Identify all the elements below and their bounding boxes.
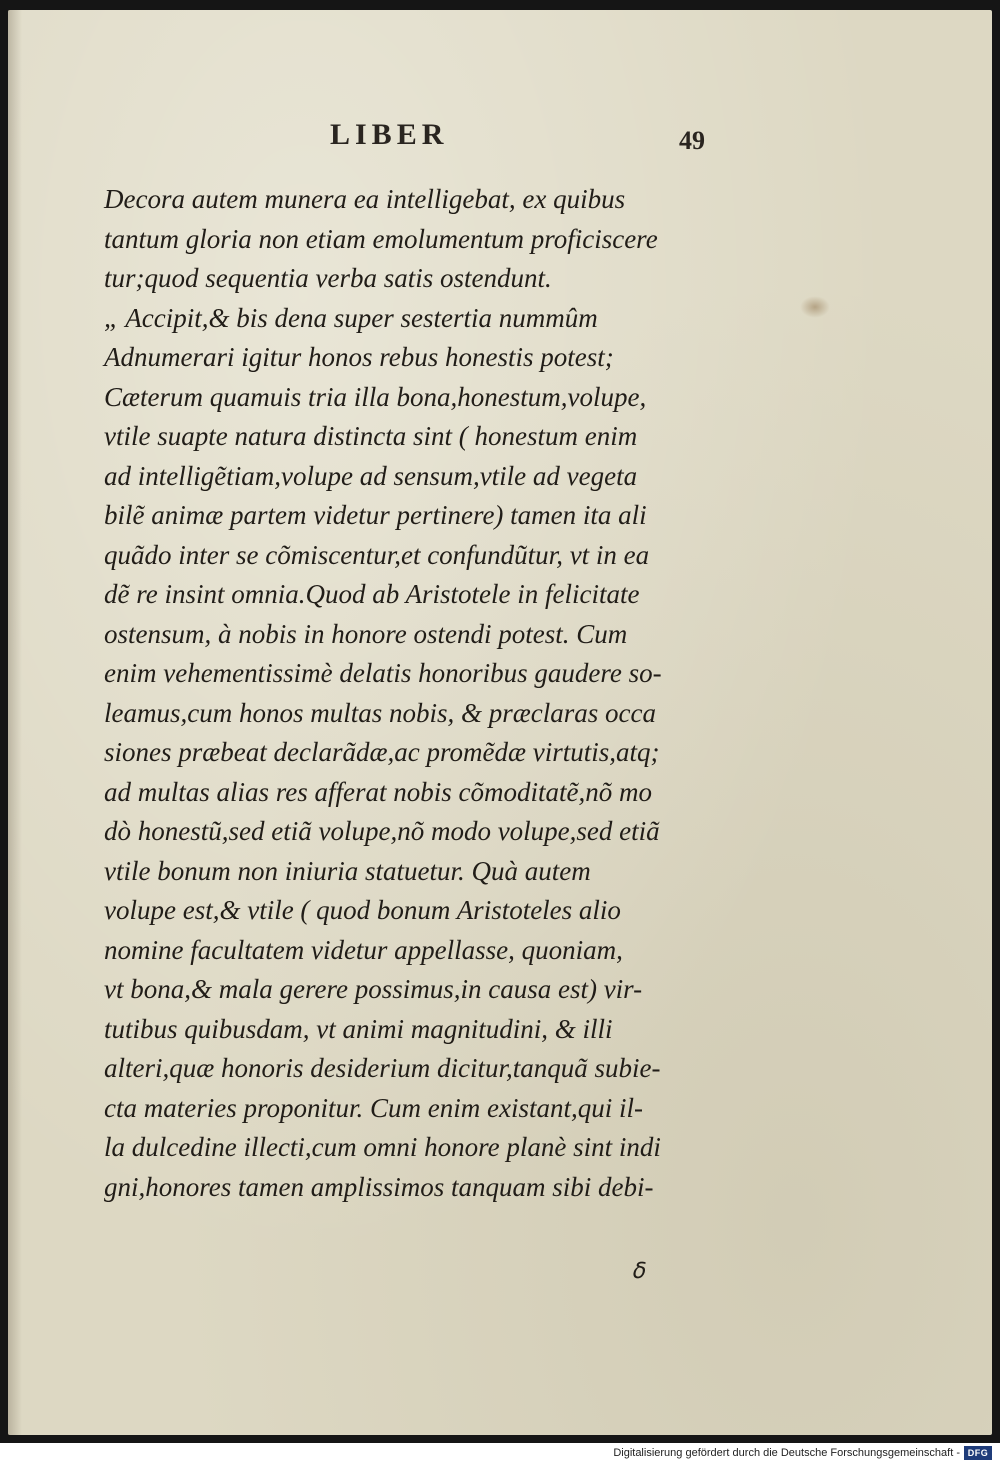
text-line: tur;quod sequentia verba satis ostendunt. [104, 263, 552, 293]
text-line: alteri,quæ honoris desiderium dicitur,tanquã subie- [104, 1053, 661, 1083]
text-line: cta materies proponitur. Cum enim existant,qui il- [104, 1092, 643, 1123]
text-line: gni,honores tamen amplissimos tanquam sibi debi- [104, 1171, 654, 1202]
text-line: volupe est,& vtile ( quod bonum Aristoteles alio [104, 895, 621, 925]
text-line: quãdo inter se cõmiscentur,et confundũtur, vt in ea [104, 539, 650, 570]
text-line: vtile bonum non iniuria statuetur. Quà autem [104, 855, 591, 886]
text-line: leamus,cum honos multas nobis, & præclaras occa [104, 697, 656, 728]
text-line: vtile suapte natura distincta sint ( honestum enim [104, 421, 638, 451]
text-line: vt bona,& mala gerere possimus,in causa est) vir- [104, 974, 643, 1004]
footer-credit: Digitalisierung gefördert durch die Deutsche Forschungsgemeinschaft - [613, 1447, 960, 1459]
page-number: 49 [679, 126, 705, 155]
paper-stain [800, 296, 830, 318]
text-line: tutibus quibusdam, vt animi magnitudini, & illi [104, 1013, 613, 1044]
text-line: la dulcedine illecti,cum omni honore planè sint indi [104, 1132, 661, 1162]
text-block [104, 180, 734, 1207]
text-line: siones præbeat declarãdæ,ac promẽdæ virtutis,atq; [104, 737, 660, 767]
page-gutter-shadow [8, 10, 22, 1435]
text-line: tantum gloria non etiam emolumentum proficiscere [104, 223, 658, 254]
text-line: ad multas alias res afferat nobis cõmoditatẽ,nõ mo [104, 776, 652, 807]
text-line: bilẽ animæ partem videtur pertinere) tamen ita ali [104, 500, 647, 530]
text-line: dẽ re insint omnia.Quod ab Aristotele in felicitate [104, 579, 640, 609]
text-line: nomine facultatem videtur appellasse, quoniam, [104, 934, 623, 965]
dfg-logo: DFG [964, 1446, 992, 1460]
text-line: Decora autem munera ea intelligebat, ex quibus [104, 184, 626, 214]
text-line: Adnumerari igitur honos rebus honestis potest; [104, 342, 614, 372]
text-line: Cæterum quamuis tria illa bona,honestum,volupe, [104, 381, 647, 412]
text-line: „ Accipit,& bis dena super sestertia nummûm [104, 302, 598, 333]
text-line: dò honestũ,sed etiã volupe,nõ modo volupe,sed etiã [104, 816, 660, 846]
catchword-mark: ẟ [631, 1258, 645, 1283]
text-line: ostensum, à nobis in honore ostendi potest. Cum [104, 618, 628, 649]
text-line: enim vehementissimè delatis honoribus gaudere so- [104, 658, 662, 688]
text-line: ad intelligẽtiam,volupe ad sensum,vtile ad vegeta [104, 460, 638, 491]
running-header: LIBER [330, 118, 449, 151]
